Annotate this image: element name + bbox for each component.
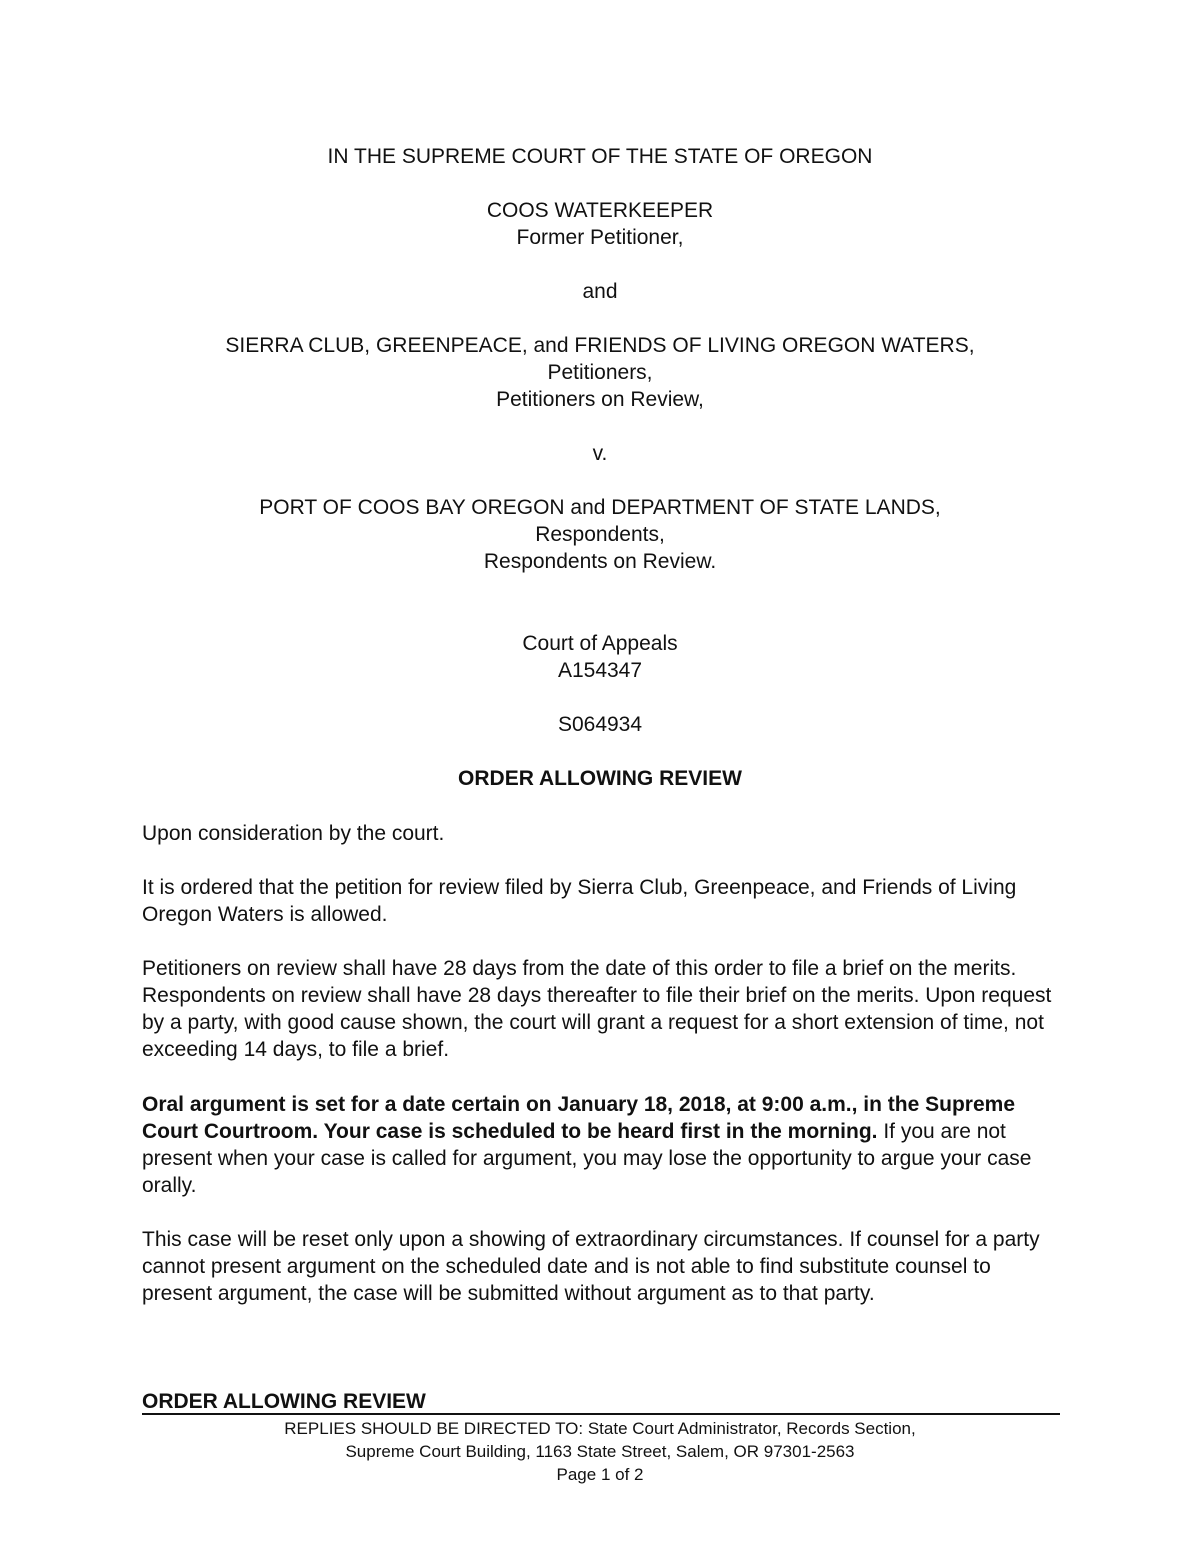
- oral-argument-regular-text: If you are not present when your case is called for argument, you may lose the opportunity to argue your case orally.: [142, 1120, 1032, 1197]
- order-paragraph-petition-allowed: It is ordered that the petition for review filed by Sierra Club, Greenpeace, and Friends of Living Oregon Waters is allowed.: [142, 876, 1017, 926]
- supreme-court-case-number: S064934: [557, 713, 643, 736]
- oral-argument-bold-text: Oral argument is set for a date certain on January 18, 2018, at 9:00 a.m., in the Supreme Court Courtroom. Your case is scheduled to be heard first in the morning.: [142, 1093, 1015, 1143]
- footer-address-line: Supreme Court Building, 1163 State Street, Salem, OR 97301-2563: [345, 1442, 855, 1461]
- former-petitioner-name: COOS WATERKEEPER: [486, 199, 714, 222]
- respondents-role: Respondents,: [535, 523, 665, 546]
- lower-court-case-number: A154347: [557, 659, 643, 682]
- footer-replies-line: REPLIES SHOULD BE DIRECTED TO: State Court Administrator, Records Section,: [284, 1419, 916, 1438]
- petitioners-names: SIERRA CLUB, GREENPEACE, and FRIENDS OF LIVING OREGON WATERS,: [225, 334, 975, 357]
- respondents-names: PORT OF COOS BAY OREGON and DEPARTMENT OF STATE LANDS,: [259, 496, 941, 519]
- former-petitioner-role: Former Petitioner,: [516, 226, 684, 249]
- and-separator: and: [582, 280, 618, 303]
- versus-separator: v.: [592, 442, 608, 465]
- order-paragraph-reset-policy: This case will be reset only upon a showing of extraordinary circumstances. If counsel for a party cannot present argument on the scheduled date and is not able to find substitute counsel to present argument, the case will be submitted without argument as to that party.: [142, 1228, 1040, 1305]
- order-paragraph-consideration: Upon consideration by the court.: [142, 822, 445, 845]
- page-number: Page 1 of 2: [556, 1465, 644, 1484]
- order-title: ORDER ALLOWING REVIEW: [458, 767, 742, 790]
- order-paragraph-oral-argument: [142, 1091, 1062, 1199]
- order-paragraph-briefing-schedule: Petitioners on review shall have 28 days from the date of this order to file a brief on the merits. Respondents on review shall have 28 days thereafter to file their brief on the merits. Upon request by a party, with good cause shown, the court will grant a request for a short extension of time, not exceeding 14 days, to file a brief.: [142, 957, 1052, 1061]
- petitioners-on-review-role: Petitioners on Review,: [496, 388, 704, 411]
- respondents-on-review-role: Respondents on Review.: [483, 550, 717, 573]
- petitioners-role: Petitioners,: [547, 361, 653, 384]
- footer-divider: [142, 1413, 1060, 1415]
- footer-title: ORDER ALLOWING REVIEW: [142, 1390, 426, 1413]
- lower-court-name: Court of Appeals: [522, 632, 678, 655]
- court-heading: IN THE SUPREME COURT OF THE STATE OF OREGON: [327, 145, 873, 168]
